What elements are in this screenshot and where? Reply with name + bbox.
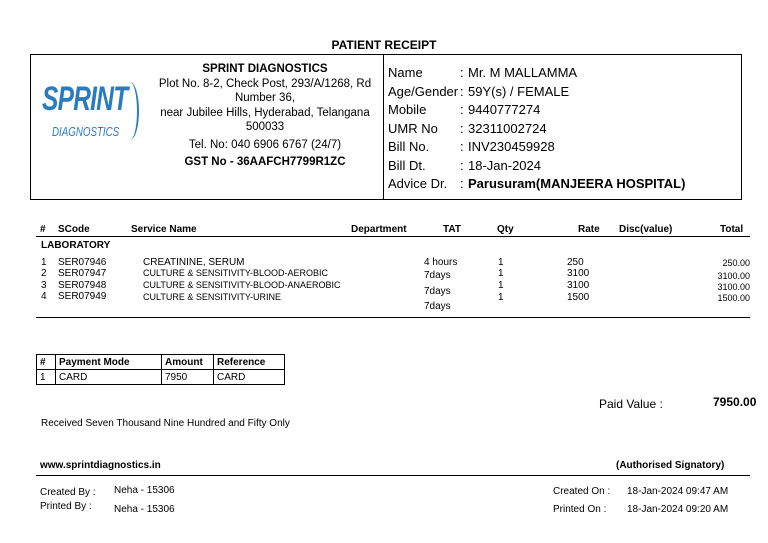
payment-header-row bbox=[37, 355, 285, 370]
advice-doctor: Parusuram(MANJEERA HOSPITAL) bbox=[468, 176, 686, 191]
col-header-tat: TAT bbox=[443, 224, 461, 235]
bill-number: INV230459928 bbox=[468, 139, 555, 154]
printed-by-label: Printed By : bbox=[40, 501, 92, 512]
payment-col-reference: Reference bbox=[214, 355, 285, 370]
row-total: 250.00 bbox=[722, 258, 750, 268]
created-by: Neha - 15306 bbox=[114, 485, 175, 496]
org-address-line: Number 36, bbox=[234, 92, 296, 104]
row-tat: 4 hours bbox=[424, 257, 458, 268]
payment-reference: CARD bbox=[214, 370, 285, 385]
patient-label: Advice Dr. bbox=[388, 176, 448, 191]
patient-info bbox=[388, 64, 685, 194]
org-gst: GST No - 36AAFCH7799R1ZC bbox=[184, 156, 346, 168]
row-qty: 1 bbox=[498, 280, 504, 291]
group-laboratory: LABORATORY bbox=[41, 240, 111, 251]
row-total: 1500.00 bbox=[717, 293, 750, 303]
col-header-total: Total bbox=[720, 224, 744, 235]
patient-separator: : bbox=[460, 120, 464, 136]
col-header-no: # bbox=[40, 224, 46, 235]
patient-separator: : bbox=[460, 176, 464, 191]
patient-age-gender: 59Y(s) / FEMALE bbox=[468, 83, 570, 99]
website: www.sprintdiagnostics.in bbox=[40, 460, 161, 471]
row-tat: 7days bbox=[424, 301, 451, 312]
patient-label: Mobile bbox=[388, 102, 427, 117]
patient-name: Mr. M MALLAMMA bbox=[468, 65, 578, 80]
patient-row bbox=[388, 157, 685, 176]
row-qty: 1 bbox=[498, 292, 504, 303]
logo-arc-icon bbox=[121, 82, 139, 140]
org-address-line: Plot No. 8-2, Check Post, 293/A/1268, Rd bbox=[158, 77, 372, 90]
patient-separator: : bbox=[460, 139, 464, 154]
created-on-label: Created On : bbox=[553, 486, 611, 497]
logo-sub-text: DIAGNOSTICS bbox=[52, 124, 120, 139]
payment-mode: CARD bbox=[56, 370, 162, 385]
row-no: 3 bbox=[41, 280, 47, 291]
table-bottom-line bbox=[36, 317, 750, 318]
patient-label: Bill Dt. bbox=[388, 157, 426, 173]
row-code: SER07948 bbox=[58, 280, 107, 291]
row-rate: 250 bbox=[567, 257, 584, 268]
payment-row bbox=[37, 370, 285, 385]
row-rate: 1500 bbox=[567, 292, 590, 303]
row-qty: 1 bbox=[498, 268, 504, 279]
received-amount-text: Received Seven Thousand Nine Hundred and Fifty Only bbox=[41, 418, 290, 429]
printed-by: Neha - 15306 bbox=[114, 504, 175, 515]
row-code: SER07946 bbox=[58, 257, 107, 268]
created-by-label: Created By : bbox=[40, 487, 96, 498]
row-no: 2 bbox=[41, 268, 47, 279]
row-rate: 3100 bbox=[567, 280, 590, 291]
col-header-rate: Rate bbox=[578, 224, 600, 235]
payment-table bbox=[36, 354, 285, 385]
org-name: SPRINT DIAGNOSTICS bbox=[202, 63, 328, 75]
paid-value: 7950.00 bbox=[713, 395, 757, 409]
col-header-qty: Qty bbox=[497, 224, 514, 235]
table-header-line bbox=[36, 236, 750, 237]
patient-label: Name bbox=[388, 65, 423, 80]
col-header-service-name: Service Name bbox=[131, 224, 197, 235]
patient-label: Age/Gender bbox=[388, 83, 459, 99]
patient-label: Bill No. bbox=[388, 139, 430, 154]
patient-separator: : bbox=[460, 102, 464, 117]
patient-row bbox=[388, 64, 685, 83]
col-header-department: Department bbox=[351, 224, 407, 235]
payment-amount: 7950 bbox=[162, 370, 214, 385]
paid-value-label: Paid Value : bbox=[599, 397, 663, 411]
logo-main-text: SPRINT bbox=[42, 80, 128, 118]
patient-label: UMR No bbox=[388, 120, 438, 136]
row-code: SER07947 bbox=[58, 268, 107, 279]
patient-row bbox=[388, 101, 685, 120]
org-address-line: near Jubilee Hills, Hyderabad, Telangana bbox=[160, 106, 370, 119]
patient-row bbox=[388, 175, 685, 194]
row-total: 3100.00 bbox=[717, 271, 750, 281]
col-header-disc: Disc(value) bbox=[619, 224, 673, 235]
row-tat: 7days bbox=[424, 270, 451, 281]
row-total: 3100.00 bbox=[717, 282, 750, 292]
row-qty: 1 bbox=[498, 257, 504, 268]
authorised-signatory: (Authorised Signatory) bbox=[616, 460, 725, 471]
row-no: 1 bbox=[41, 257, 47, 268]
patient-separator: : bbox=[460, 157, 464, 173]
patient-mobile: 9440777274 bbox=[468, 102, 541, 117]
organization-info bbox=[145, 62, 385, 170]
patient-row bbox=[388, 120, 685, 139]
receipt-title: PATIENT RECEIPT bbox=[331, 38, 437, 52]
footer-line bbox=[36, 475, 750, 476]
row-service-name: CREATININE, SERUM bbox=[143, 257, 245, 268]
row-code: SER07949 bbox=[58, 291, 107, 302]
printed-on-label: Printed On : bbox=[553, 504, 607, 515]
patient-row bbox=[388, 83, 685, 102]
row-service-name: CULTURE & SENSITIVITY-BLOOD-ANAEROBIC bbox=[143, 280, 341, 290]
patient-separator: : bbox=[460, 65, 464, 80]
row-service-name: CULTURE & SENSITIVITY-BLOOD-AEROBIC bbox=[143, 268, 329, 278]
row-service-name: CULTURE & SENSITIVITY-URINE bbox=[143, 292, 282, 302]
patient-separator: : bbox=[460, 83, 464, 99]
payment-col-no: # bbox=[37, 355, 56, 370]
bill-date: 18-Jan-2024 bbox=[468, 157, 541, 173]
payment-col-mode: Payment Mode bbox=[56, 355, 162, 370]
payment-no: 1 bbox=[37, 370, 56, 385]
printed-on: 18-Jan-2024 09:20 AM bbox=[627, 504, 729, 515]
patient-umr: 32311002724 bbox=[468, 120, 547, 136]
row-rate: 3100 bbox=[567, 268, 590, 279]
created-on: 18-Jan-2024 09:47 AM bbox=[627, 486, 729, 497]
col-header-scode: SCode bbox=[58, 224, 90, 235]
sprint-logo bbox=[38, 80, 138, 150]
payment-col-amount: Amount bbox=[162, 355, 214, 370]
row-tat: 7days bbox=[424, 286, 451, 297]
row-no: 4 bbox=[41, 291, 47, 302]
patient-row bbox=[388, 138, 685, 157]
org-address-line: 500033 bbox=[245, 121, 285, 133]
org-tel: Tel. No: 040 6906 6767 (24/7) bbox=[188, 138, 342, 151]
